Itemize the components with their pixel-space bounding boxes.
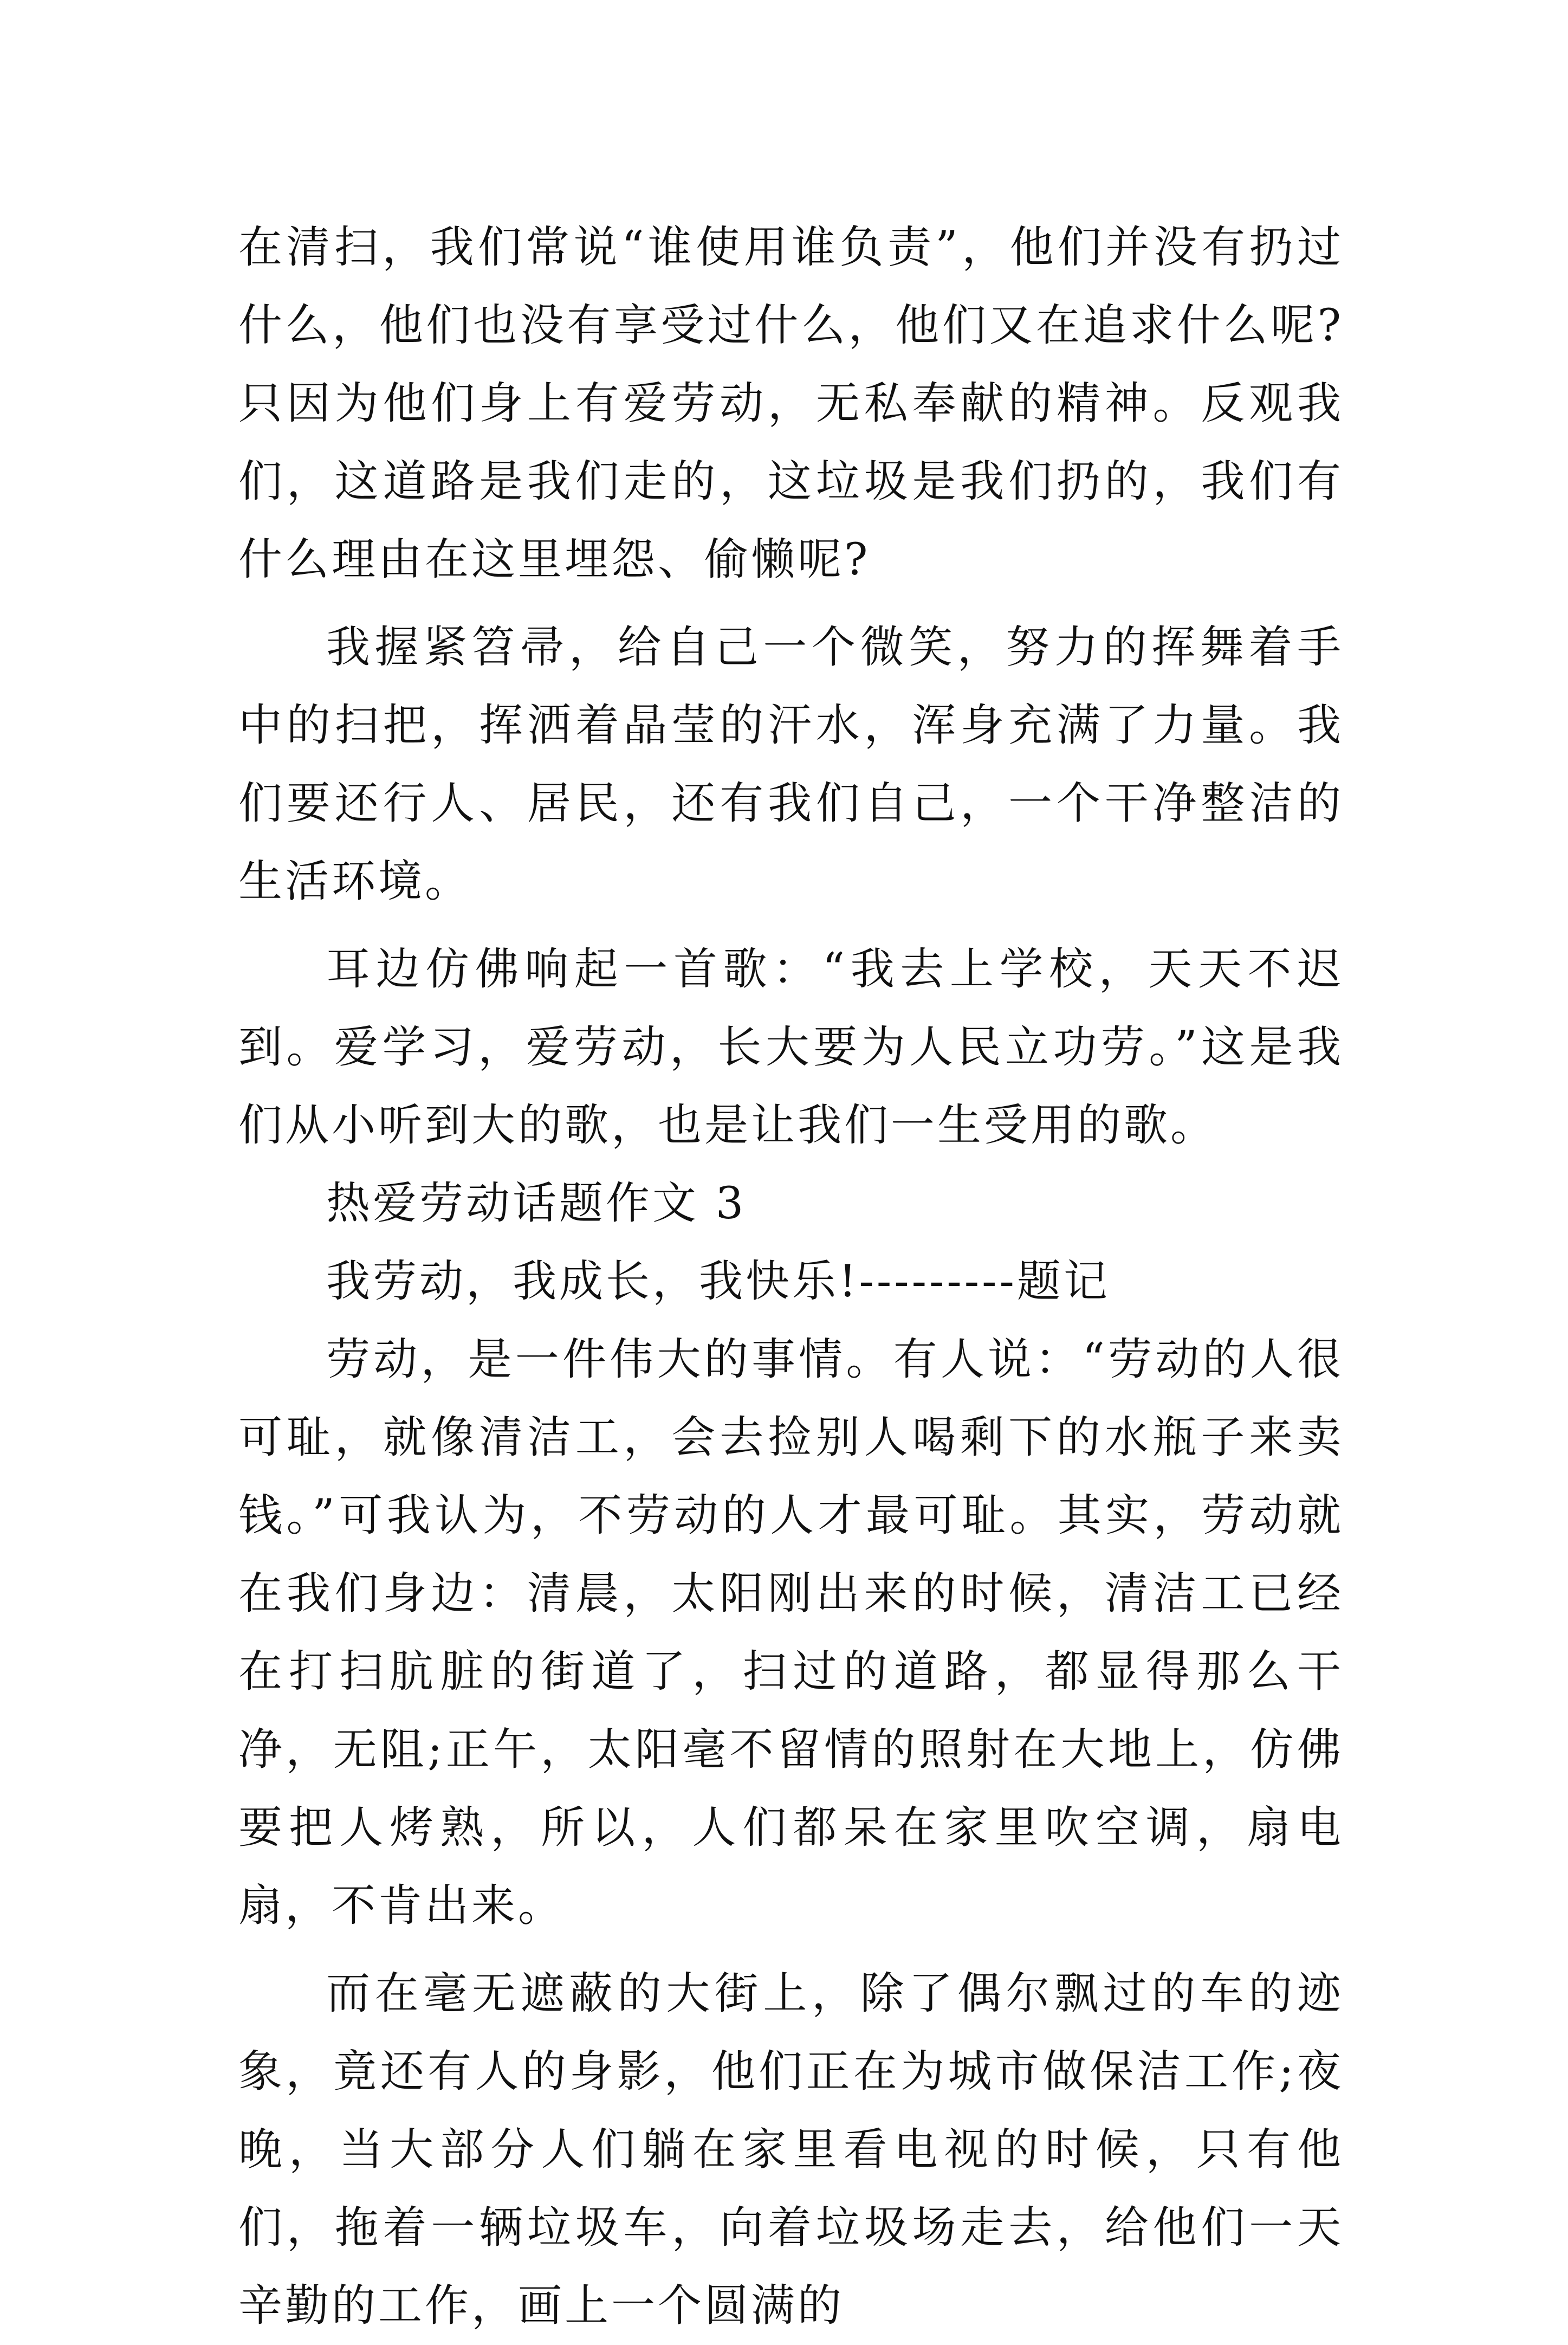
paragraph: 耳边仿佛响起一首歌：“我去上学校，天天不迟到。爱学习，爱劳动，长大要为人民立功劳。”这是我们从小听到大的歌，也是让我们一生受用的歌。	[238, 944, 1344, 1151]
essay-body	[238, 209, 1344, 2345]
paragraph: 而在毫无遮蔽的大街上，除了偶尔飘过的车的迹象，竟还有人的身影，他们正在为城市做保洁工作;夜晚，当大部分人们躺在家里看电视的时候，只有他们，拖着一辆垃圾车，向着垃圾场走去，给他们一天辛勤的工作，画上一个圆满的	[238, 1968, 1344, 2331]
epigraph: 我劳动，我成长，我快乐!---------题记	[326, 1256, 1110, 1307]
paragraph: 在清扫，我们常说“谁使用谁负责”，他们并没有扔过什么，他们也没有享受过什么，他们又在追求什么呢?只因为他们身上有爱劳动，无私奉献的精神。反观我们，这道路是我们走的，这垃圾是我们扔的，我们有什么理由在这里埋怨、偷懒呢?	[238, 222, 1344, 585]
paragraph: 我握紧笤帚，给自己一个微笑，努力的挥舞着手中的扫把，挥洒着晶莹的汗水，浑身充满了力量。我们要还行人、居民，还有我们自己，一个干净整洁的生活环境。	[238, 622, 1344, 907]
essay-title: 热爱劳动话题作文 3	[326, 1178, 747, 1229]
paragraph: 劳动，是一件伟大的事情。有人说：“劳动的人很可耻，就像清洁工，会去捡别人喝剩下的水瓶子来卖钱。”可我认为，不劳动的人才最可耻。其实，劳动就在我们身边：清晨，太阳刚出来的时候，清洁工已经在打扫肮脏的街道了，扫过的道路，都显得那么干净，无阻;正午，太阳毫不留情的照射在大地上，仿佛要把人烤熟，所以，人们都呆在家里吹空调，扇电扇，不肯出来。	[238, 1334, 1344, 1931]
